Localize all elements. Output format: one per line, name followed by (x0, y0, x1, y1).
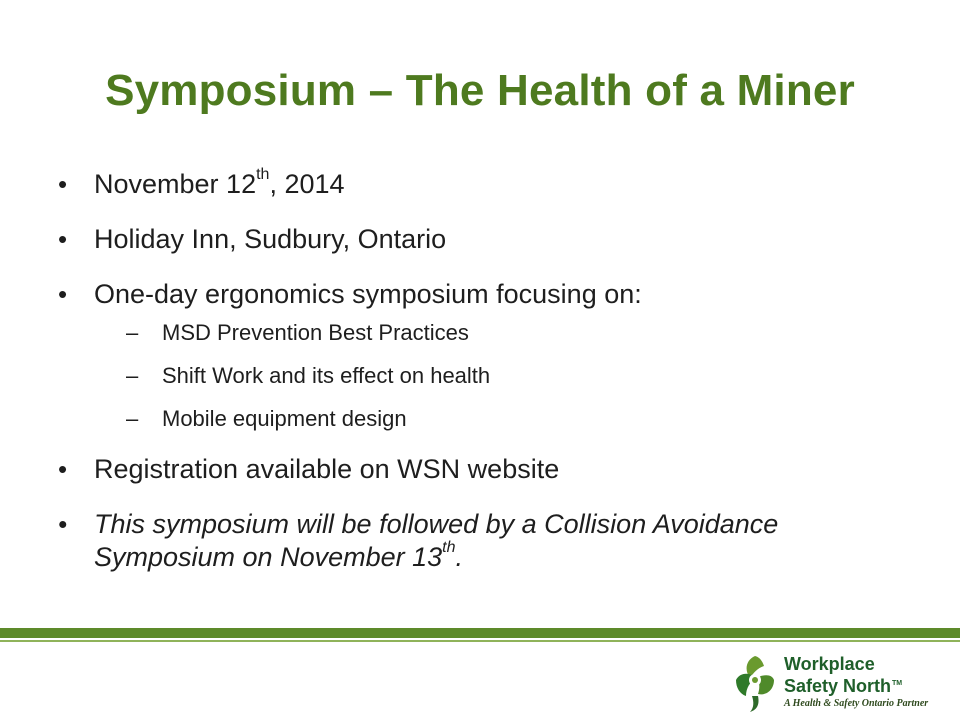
location-text: Holiday Inn, Sudbury, Ontario (94, 224, 447, 254)
list-item: – MSD Prevention Best Practices (98, 319, 918, 347)
bullet-registration (58, 453, 918, 486)
bullet-followup (58, 508, 918, 574)
description-text: One-day ergonomics symposium focusing on: (94, 279, 642, 309)
footer-divider (0, 628, 960, 638)
bullet-list (58, 168, 918, 596)
topic-list (58, 319, 918, 433)
followup-period: . (455, 542, 464, 572)
list-item: – Shift Work and its effect on health (98, 362, 918, 390)
date-year: , 2014 (269, 169, 345, 199)
wsn-logo (728, 650, 953, 714)
followup-superscript: th (442, 539, 456, 556)
followup-text: This symposium will be followed by a Collision Avoidance Symposium on November 13 (94, 509, 779, 572)
logo-tagline: A Health & Safety Ontario Partner (784, 698, 929, 709)
list-item: – Mobile equipment design (98, 405, 918, 433)
bullet-date (58, 168, 918, 201)
logo-line1: Workplace (784, 654, 875, 674)
logo-trademark: TM (892, 680, 903, 687)
date-superscript: th (256, 166, 270, 183)
date-text: November 12 (94, 169, 257, 199)
page-title: Symposium – The Health of a Miner (105, 66, 855, 115)
footer-divider-thin (0, 640, 960, 642)
logo-line2: Safety North™ (784, 676, 903, 696)
trillium-logo-icon (728, 650, 782, 714)
bullet-location (58, 223, 918, 256)
bullet-description (58, 278, 918, 311)
registration-text: Registration available on WSN website (94, 454, 560, 484)
